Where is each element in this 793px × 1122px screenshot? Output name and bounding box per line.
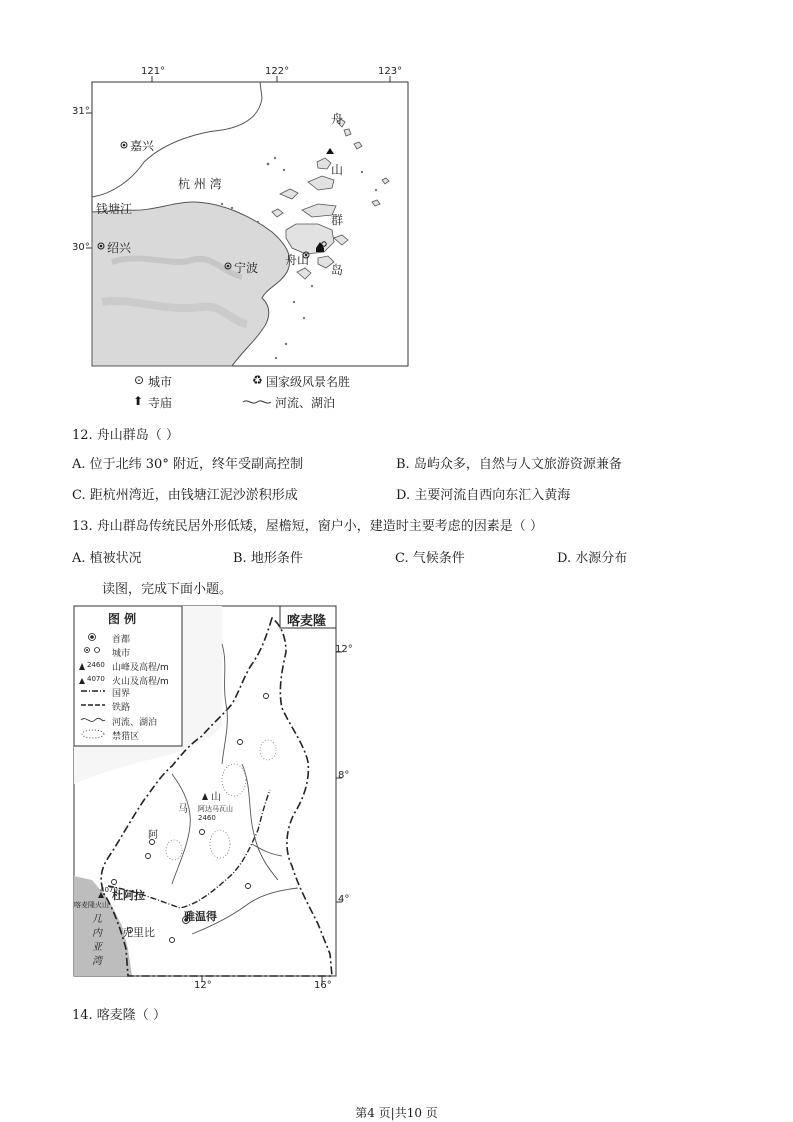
lon-122: 122° — [265, 66, 290, 77]
legend-river2: 河流、湖泊 — [112, 718, 158, 728]
islands-char-2: 山 — [331, 163, 344, 177]
cameroon-map — [72, 604, 372, 994]
legend-capital: 首都 — [112, 635, 131, 645]
gulf-char-1: 几 — [92, 914, 102, 925]
lon-16-map2: 16° — [314, 980, 332, 991]
q12-option-d[interactable]: D. 主要河流自西向东汇入黄海 — [396, 488, 571, 503]
legend-peak-value: 2460 — [87, 661, 105, 669]
legend-city2: 城市 — [112, 649, 131, 659]
legend-volcano-value: 4070 — [87, 675, 105, 683]
legend-city-icon: ⊙ — [134, 373, 145, 387]
legend-temple-icon: ⬆ — [133, 394, 144, 408]
lat-8: 8° — [338, 770, 350, 781]
q12-stem: 12. 舟山群岛（ ） — [72, 428, 179, 443]
place-shaoxing: 绍兴 — [107, 241, 132, 255]
gulf-char-3: 亚 — [92, 942, 102, 953]
instruction: 读图，完成下面小题。 — [102, 582, 233, 597]
lon-123: 123° — [378, 66, 403, 77]
q13-option-b[interactable]: B. 地形条件 — [233, 551, 303, 566]
q12-option-a[interactable]: A. 位于北纬 30° 附近，终年受副高控制 — [72, 457, 303, 472]
islands-char-4: 岛 — [331, 263, 344, 277]
volcano-height: 4070 — [100, 886, 118, 894]
gulf-char-4: 湾 — [92, 956, 102, 967]
lon-12-map2: 12° — [194, 980, 212, 991]
legend-border: 国界 — [112, 689, 131, 699]
place-ningbo: 宁波 — [234, 261, 259, 275]
place-zhoushan: 舟山 — [285, 253, 310, 267]
legend-peak: 山峰及高程/m — [112, 663, 169, 673]
q13-option-d[interactable]: D. 水源分布 — [557, 551, 628, 566]
legend-scenic-icon: ♻ — [252, 373, 263, 387]
legend-reserve: 禁猎区 — [112, 732, 140, 742]
a-char: 阿 — [148, 830, 158, 841]
lon-121: 121° — [141, 66, 166, 77]
q12-option-c[interactable]: C. 距杭州湾近，由钱塘江泥沙淤积形成 — [72, 488, 298, 503]
mountain-name: 阿达马瓦山 — [198, 805, 233, 813]
q12-option-b[interactable]: B. 岛屿众多，自然与人文旅游资源兼备 — [396, 457, 622, 472]
legend-volcano: 火山及高程/m — [112, 677, 169, 687]
place-kribi: 克里比 — [122, 926, 155, 939]
legend-river: 河流、湖泊 — [275, 396, 336, 410]
legend-railway: 铁路 — [112, 703, 131, 713]
q13-option-a[interactable]: A. 植被状况 — [72, 551, 142, 566]
islands-char-1: 舟 — [331, 112, 344, 126]
islands-char-3: 群 — [331, 213, 344, 227]
map2-title: 喀麦隆 — [287, 614, 327, 629]
lat-12: 12° — [335, 644, 353, 655]
legend-river-icon — [242, 397, 272, 407]
q14-stem: 14. 喀麦隆（ ） — [72, 1008, 166, 1023]
lat-4: 4° — [338, 894, 350, 905]
q13-option-c[interactable]: C. 气候条件 — [395, 551, 465, 566]
gulf-char-2: 内 — [92, 928, 102, 939]
place-jiaxing: 嘉兴 — [130, 139, 155, 153]
mountain-height: 2460 — [198, 814, 216, 822]
mountain-label-2: 马 — [178, 804, 188, 815]
legend-city: 城市 — [148, 375, 173, 389]
place-douala: 杜阿拉 — [112, 889, 145, 902]
place-qiantang: 钱塘江 — [96, 202, 133, 216]
mountain-label-1: 山 — [211, 792, 221, 803]
page-footer: 第4 页|共10 页 — [355, 1106, 438, 1120]
lat-31: 31° — [72, 106, 90, 117]
lat-30: 30° — [72, 242, 90, 253]
legend-temple: 寺庙 — [148, 396, 173, 410]
legend-scenic: 国家级风景名胜 — [266, 375, 351, 389]
legend-title: 图 例 — [108, 612, 137, 626]
q13-stem: 13. 舟山群岛传统民居外形低矮，屋檐短，窗户小，建造时主要考虑的因素是（ ） — [72, 519, 543, 534]
place-yaounde: 雅温得 — [184, 910, 217, 923]
volcano-name: 喀麦隆火山 — [74, 901, 109, 909]
place-hangzhou-bay: 杭 州 湾 — [178, 177, 222, 191]
zhoushan-map — [72, 62, 432, 412]
